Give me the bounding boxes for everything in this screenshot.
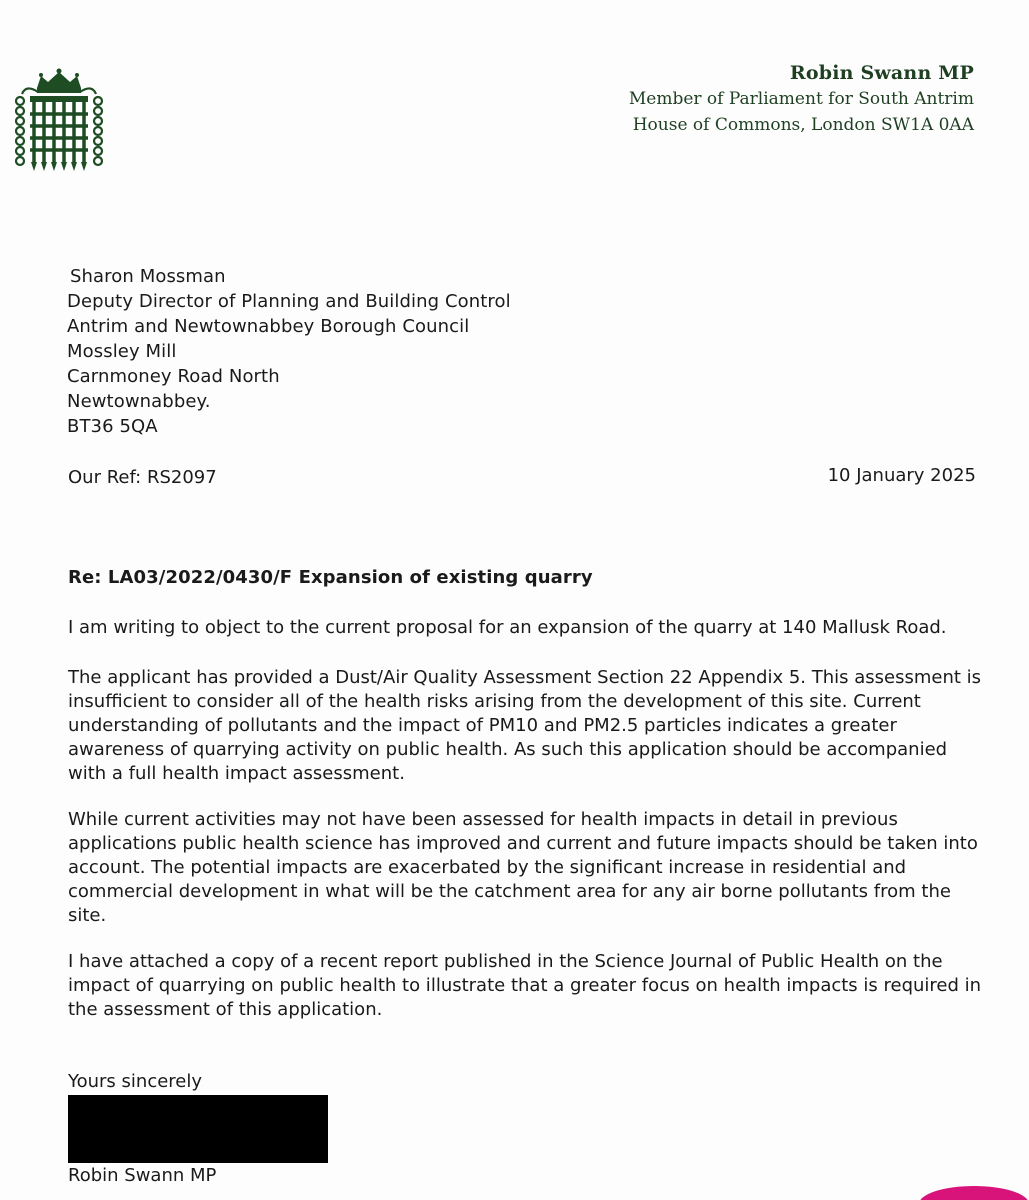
corner-accent-mark: [919, 1186, 1029, 1200]
sender-address: House of Commons, London SW1A 0AA: [632, 115, 974, 135]
body-paragraph: While current activities may not have been assessed for health impacts in detail in previous applications public health science has improved and current and future impacts should be taken into account. The potential impacts are exacerbated by the significant increase in residential and commercial development in what will be the catchment area for any air borne pollutants from the site.: [68, 809, 978, 926]
sender-name: Robin Swann MP: [789, 62, 974, 84]
body-paragraph: I am writing to object to the current proposal for an expansion of the quarry at 140 Mallusk Road.: [68, 617, 947, 638]
recipient-postcode: BT36 5QA: [67, 416, 158, 437]
letter-date: 10 January 2025: [827, 465, 976, 486]
sender-block: [629, 60, 974, 138]
sender-role: Member of Parliament for South Antrim: [628, 89, 974, 109]
recipient-organisation: Antrim and Newtownabbey Borough Council: [67, 316, 470, 337]
reference-number: Our Ref: RS2097: [68, 467, 217, 488]
body-paragraph: I have attached a copy of a recent report published in the Science Journal of Public Health on the impact of quarrying on public health to illustrate that a greater focus on health impacts is required in the assessment of this application.: [68, 951, 982, 1020]
recipient-title: Deputy Director of Planning and Building Control: [67, 291, 511, 312]
letter-body: [68, 616, 983, 1044]
recipient-name: Sharon Mossman: [70, 266, 226, 287]
recipient-street: Carnmoney Road North: [67, 366, 280, 387]
portcullis-crest-icon: [10, 68, 108, 172]
closing-salutation: Yours sincerely: [68, 1071, 203, 1092]
signoff-name: Robin Swann MP: [68, 1165, 217, 1186]
recipient-town: Newtownabbey.: [67, 391, 211, 412]
recipient-address: [67, 264, 511, 439]
subject-line: Re: LA03/2022/0430/F Expansion of existing quarry: [68, 567, 593, 588]
recipient-building: Mossley Mill: [67, 341, 177, 362]
body-paragraph: The applicant has provided a Dust/Air Quality Assessment Section 22 Appendix 5. This assessment is insufficient to consider all of the health risks arising from the development of this site. Current understanding of pollutants and the impact of PM10 and PM2.5 particles indicates a greater awareness of quarrying activity on public health. As such this application should be accompanied with a full health impact assessment.: [68, 667, 982, 784]
redacted-signature: [68, 1095, 328, 1163]
